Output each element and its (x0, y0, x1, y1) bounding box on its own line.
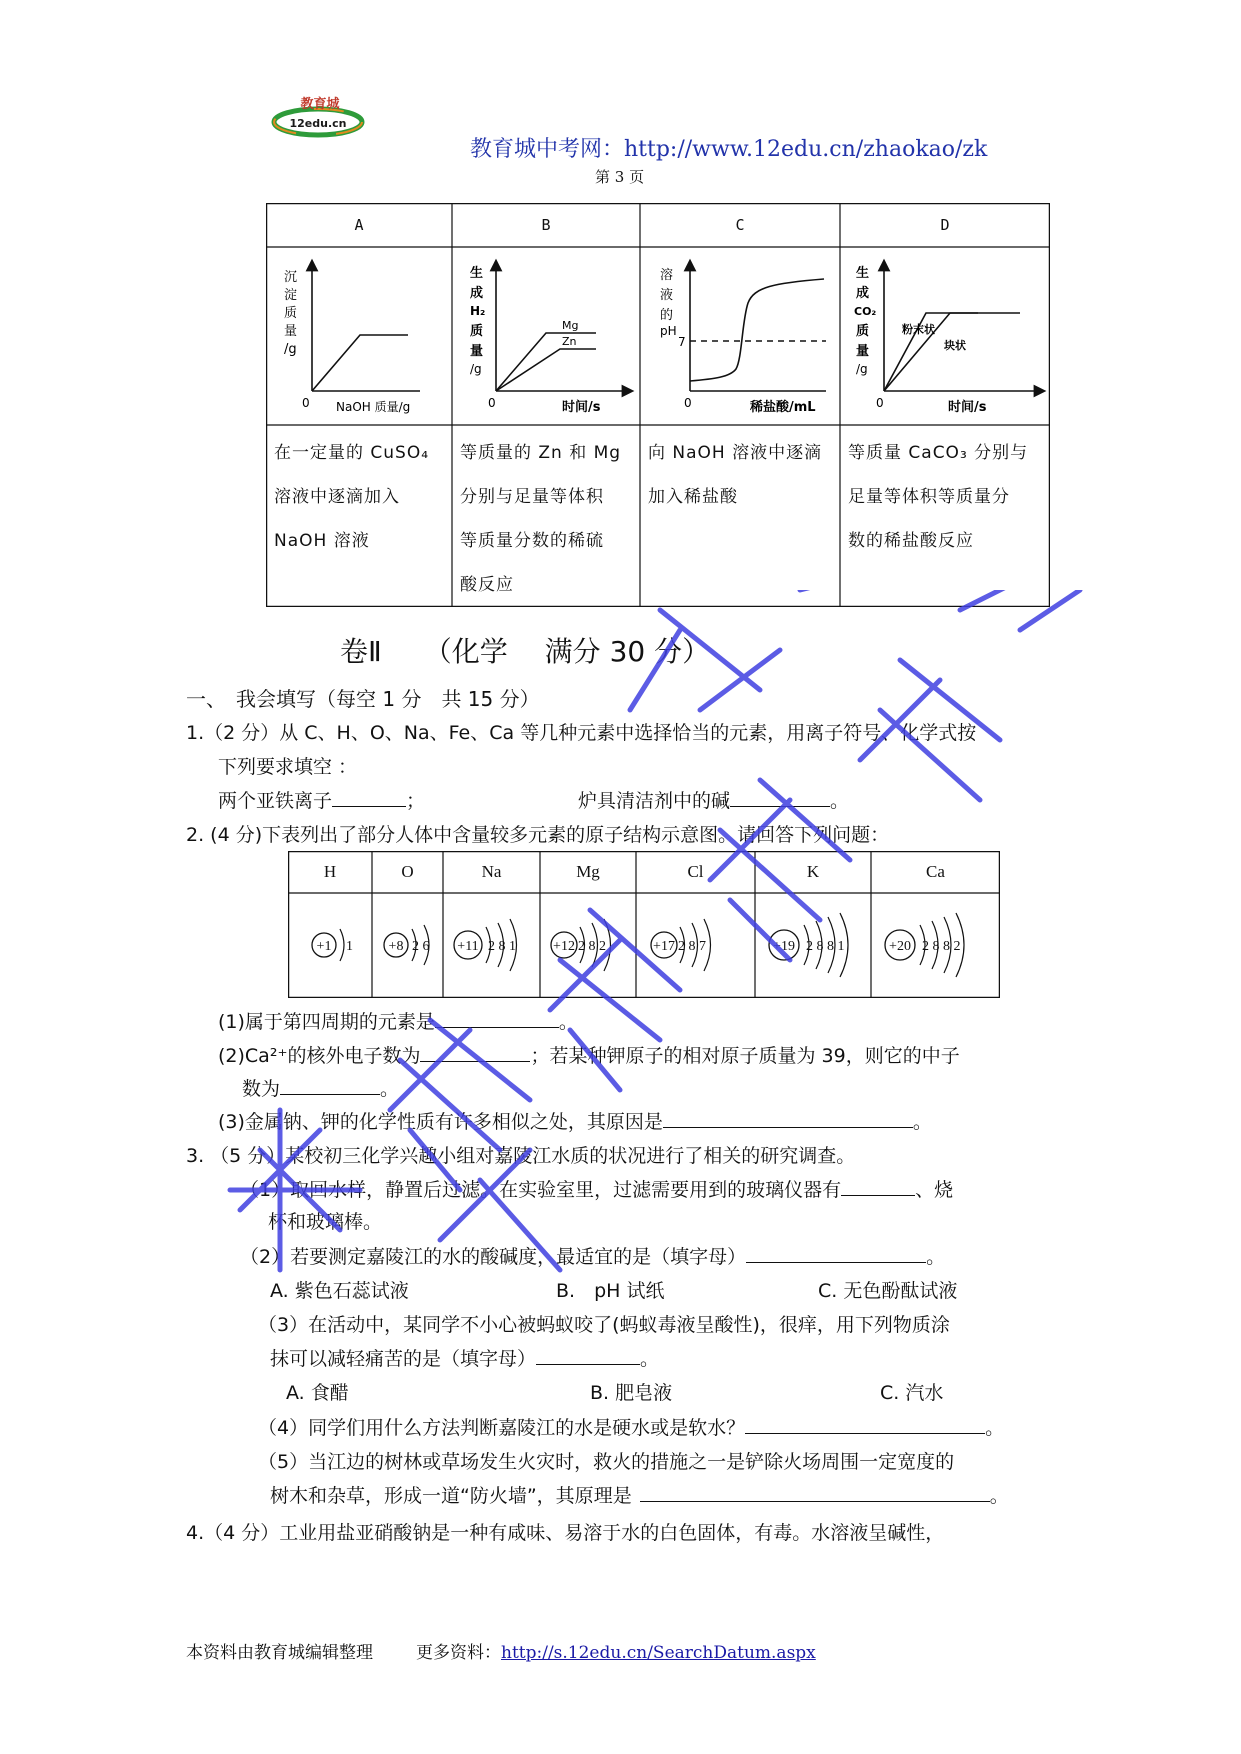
q3-s1-cont: 杯和玻璃棒。 (268, 1211, 383, 1233)
graph-d (844, 251, 1048, 423)
graph-c-ylabel-2: 液 (660, 288, 674, 303)
graph-b-ylabel-5: 量 (470, 344, 484, 359)
graph-d-ylabel-4: 质 (856, 324, 870, 339)
graph-c-ylabel-1: 溶 (660, 268, 674, 283)
logo-text-bottom: 12edu.cn (289, 117, 347, 130)
q3-s4 (258, 1413, 1004, 1440)
q3-s1 (240, 1175, 953, 1202)
q2-sub1-text: (1)属于第四周期的元素是 (218, 1011, 435, 1033)
graph-b-series-zn: Zn (562, 335, 577, 348)
footer-more-label: 更多资料： (416, 1643, 501, 1663)
atom-diagram-na (454, 919, 517, 971)
footer-link[interactable]: http://s.12edu.cn/SearchDatum.aspx (501, 1643, 816, 1663)
graph-a-ylabel-1: 沉 (284, 270, 298, 285)
graph-d-ylabel-3: CO₂ (854, 305, 877, 318)
graph-d-ylabel-5: 量 (856, 344, 870, 359)
option-desc-a-line: NaOH 溶液 (274, 531, 370, 551)
option-desc-d-line: 数的稀盐酸反应 (848, 531, 974, 551)
site-label: 教育城中考网：http://www.12edu.cn/zhaokao/zk (470, 137, 988, 162)
option-desc-c (640, 425, 840, 525)
option-header-a: A (354, 216, 364, 234)
option-desc-a-line: 在一定量的 CuSO₄ (274, 443, 430, 463)
footer-left: 本资料由教育城编辑整理 (186, 1643, 373, 1663)
q3-s2-opt-b: B. pH 试纸 (556, 1280, 665, 1302)
atom-symbol-na: Na (481, 862, 502, 881)
graph-b-ylabel-4: 质 (470, 324, 484, 339)
q3-s5-text: 树木和杂草，形成一道“防火墙”，其原理是 (270, 1485, 632, 1507)
q3-answer-blank-5[interactable] (640, 1483, 990, 1502)
q3-line1: 3. （5 分）某校初三化学兴趣小组对嘉陵江水质的状况进行了相关的研究调查。 (186, 1145, 856, 1167)
atom-diagram-o (384, 925, 430, 965)
q3-s5: （5）当江边的树林或草场发生火灾时，救火的措施之一是铲除火场周围一定宽度的 (258, 1451, 955, 1473)
q3-s3-end: 。 (640, 1348, 660, 1370)
q2-answer-blank-3[interactable] (280, 1076, 380, 1095)
graph-d-xlabel: 时间/s (948, 400, 987, 415)
q3-s3-opt-c: C. 汽水 (880, 1382, 944, 1404)
graph-c-xlabel: 稀盐酸/mL (750, 400, 816, 415)
atom-shells-k: 2 8 8 1 (806, 939, 845, 954)
option-desc-d-line: 等质量 CaCO₃ 分别与 (848, 443, 1029, 463)
option-desc-d-line: 足量等体积等质量分 (848, 487, 1010, 507)
options-table (266, 203, 1050, 607)
atom-nucleus-o: +8 (388, 939, 404, 954)
atom-nucleus-cl: +17 (653, 939, 675, 954)
q3-answer-blank-3[interactable] (536, 1346, 640, 1365)
atom-nucleus-ca: +20 (889, 939, 911, 954)
graph-d-ylabel-6: /g (856, 362, 868, 376)
graph-b-ylabel-6: /g (470, 362, 482, 376)
option-desc-b-line: 等质量分数的稀硫 (460, 531, 604, 551)
atom-symbol-h: H (323, 862, 337, 881)
q2-sub3-end: 。 (912, 1111, 932, 1133)
q1-end: 。 (830, 790, 850, 812)
graph-d-ylabel-2: 成 (856, 286, 870, 301)
q3-answer-blank-2[interactable] (746, 1244, 926, 1263)
graph-c-ylabel-3: 的 (660, 308, 674, 323)
q2-sub3 (218, 1107, 932, 1134)
site-logo (268, 92, 368, 144)
atom-shells-cl: 2 8 7 (678, 939, 706, 954)
graph-c-origin: 0 (684, 396, 692, 410)
graph-a-ylabel-5: /g (284, 342, 297, 357)
option-header-c: C (735, 216, 745, 234)
graph-b-series-mg: Mg (562, 319, 579, 332)
q2-sub2 (218, 1041, 960, 1068)
q2-answer-blank-1[interactable] (435, 1009, 559, 1028)
graph-d-series-block: 块状 (944, 339, 966, 352)
option-desc-a (266, 425, 452, 569)
atom-diagrams (288, 893, 1000, 998)
q2-sub2-text: (2)Ca²⁺的核外电子数为 (218, 1045, 421, 1067)
graph-b (456, 251, 638, 423)
graph-b-xlabel: 时间/s (562, 400, 601, 415)
atom-symbol-o: O (401, 862, 414, 881)
q4-line1: 4.（4 分）工业用盐亚硝酸钠是一种有咸味、易溶于水的白色固体，有毒。水溶液呈碱性， (186, 1522, 945, 1544)
graph-b-ylabel-3: H₂ (470, 304, 486, 318)
atom-diagram-h (312, 929, 353, 961)
page-number: 第 3 页 (595, 168, 645, 186)
q2-sub2-cont (242, 1074, 399, 1101)
q3-s3-opt-a: A. 食醋 (286, 1382, 349, 1404)
atom-diagram-cl (651, 919, 711, 971)
q2-answer-blank-4[interactable] (663, 1109, 913, 1128)
graph-a (270, 251, 450, 423)
q3-s5-cont (270, 1481, 1009, 1508)
q1-answer-blank-2[interactable] (730, 788, 830, 807)
q3-s4-end: 。 (985, 1417, 1005, 1439)
q2-sub2-text-b: ；若某种钾原子的相对原子质量为 39，则它的中子 (530, 1045, 960, 1067)
graph-b-origin: 0 (488, 396, 496, 410)
atom-shells-mg: 2 8 2 (578, 939, 606, 954)
footer-more (416, 1638, 816, 1663)
q2-sub3-text: (3)金属钠、钾的化学性质有许多相似之处，其原因是 (218, 1111, 663, 1133)
q2-sub1 (218, 1007, 578, 1034)
atom-diagram-mg (551, 919, 611, 971)
q3-s2-opt-c: C. 无色酚酞试液 (818, 1280, 958, 1302)
q2-sub2-text-c: 数为 (242, 1078, 281, 1100)
q1-prompt-base: 炉具清洁剂中的碱 (578, 790, 731, 812)
graph-c-ref: 7 (678, 335, 686, 349)
q1-line3 (218, 786, 425, 813)
q3-s1-text: （1）取回水样，静置后过滤。在实验室里，过滤需要用到的玻璃仪器有 (240, 1179, 842, 1201)
atom-symbol-cl: Cl (687, 862, 704, 881)
q2-sub1-end: 。 (558, 1011, 578, 1033)
atom-shells-o: 2 6 (412, 939, 430, 954)
option-header-b: B (541, 216, 551, 234)
option-desc-b-line: 酸反应 (460, 575, 514, 595)
q3-s3-cont (270, 1344, 659, 1371)
q1-line2: 下列要求填空 ： (218, 756, 358, 778)
atom-shells-ca: 2 8 8 2 (922, 939, 961, 954)
option-desc-b-line: 分别与足量等体积 (460, 487, 604, 507)
q3-s3: （3）在活动中，某同学不小心被蚂蚁咬了(蚂蚁毒液呈酸性)，很痒，用下列物质涂 (258, 1314, 950, 1336)
graph-c (644, 251, 838, 423)
atom-structure-table (288, 851, 1000, 998)
option-header-d: D (940, 216, 950, 234)
atom-diagram-k (769, 913, 848, 977)
atom-symbol-mg: Mg (576, 862, 600, 881)
q3-s2-opt-a: A. 紫色石蕊试液 (270, 1280, 409, 1302)
graph-a-ylabel-3: 质 (284, 306, 298, 321)
graph-b-ylabel-1: 生 (470, 266, 484, 281)
q3-s2-end: 。 (926, 1246, 946, 1268)
q2-line1: 2. (4 分)下表列出了部分人体中含量较多元素的原子结构示意图。请回答下列问题： (186, 824, 890, 846)
graph-b-ylabel-2: 成 (470, 286, 484, 301)
logo-text-top: 教育城 (300, 97, 340, 112)
q1-sep: ； (406, 790, 426, 812)
q2-sub2-end: 。 (380, 1078, 400, 1100)
atom-shells-h: 1 (346, 939, 353, 954)
q3-answer-blank-1[interactable] (841, 1177, 915, 1196)
q3-s1-text-b: 、烧 (915, 1179, 954, 1201)
atom-diagram-ca (885, 913, 964, 977)
atom-symbol-k: K (806, 862, 820, 881)
graph-c-ylabel-4: pH (660, 324, 677, 338)
q3-s3-text: 抹可以减轻痛苦的是（填字母） (270, 1348, 537, 1370)
option-desc-d (840, 425, 1050, 569)
atom-shells-na: 2 8 1 (488, 939, 516, 954)
q1-line1: 1.（2 分）从 C、H、O、Na、Fe、Ca 等几种元素中选择恰当的元素，用离子符号、化学式按 (186, 722, 977, 744)
graph-a-xlabel: NaOH 质量/g (336, 400, 411, 414)
option-desc-b (452, 425, 640, 613)
atom-nucleus-h: +1 (316, 939, 332, 954)
option-desc-c-line: 向 NaOH 溶液中逐滴 (648, 443, 823, 463)
graph-a-origin: 0 (302, 396, 310, 410)
q3-s3-opt-b: B. 肥皂液 (590, 1382, 673, 1404)
volume-title: 卷Ⅱ （化学 满分 30 分） (340, 635, 711, 668)
q3-s5-end: 。 (989, 1485, 1009, 1507)
option-desc-b-line: 等质量的 Zn 和 Mg (460, 443, 622, 463)
atom-nucleus-na: +11 (457, 939, 479, 954)
q1-prompt-ferrous: 两个亚铁离子 (218, 790, 333, 812)
q1-line3-right (578, 786, 849, 813)
atom-symbol-ca: Ca (926, 862, 945, 881)
q3-s2 (240, 1242, 945, 1269)
graph-d-ylabel-1: 生 (856, 266, 870, 281)
atom-nucleus-k: +19 (773, 939, 795, 954)
graph-d-series-powder: 粉末状 (902, 323, 935, 336)
graph-a-ylabel-2: 淀 (284, 288, 298, 303)
option-desc-a-line: 溶液中逐滴加入 (274, 487, 400, 507)
q2-answer-blank-2[interactable] (420, 1043, 530, 1062)
graph-a-ylabel-4: 量 (284, 324, 298, 339)
q3-s4-text: （4）同学们用什么方法判断嘉陵江的水是硬水或是软水？ (258, 1417, 746, 1439)
q1-answer-blank-1[interactable] (332, 788, 406, 807)
q3-answer-blank-4[interactable] (745, 1415, 985, 1434)
graph-d-origin: 0 (876, 396, 884, 410)
option-desc-c-line: 加入稀盐酸 (648, 487, 738, 507)
atom-nucleus-mg: +12 (553, 939, 575, 954)
q3-s2-text: （2）若要测定嘉陵江的水的酸碱度，最适宜的是（填字母） (240, 1246, 747, 1268)
section-heading: 一、 我会填写（每空 1 分 共 15 分） (186, 687, 540, 711)
